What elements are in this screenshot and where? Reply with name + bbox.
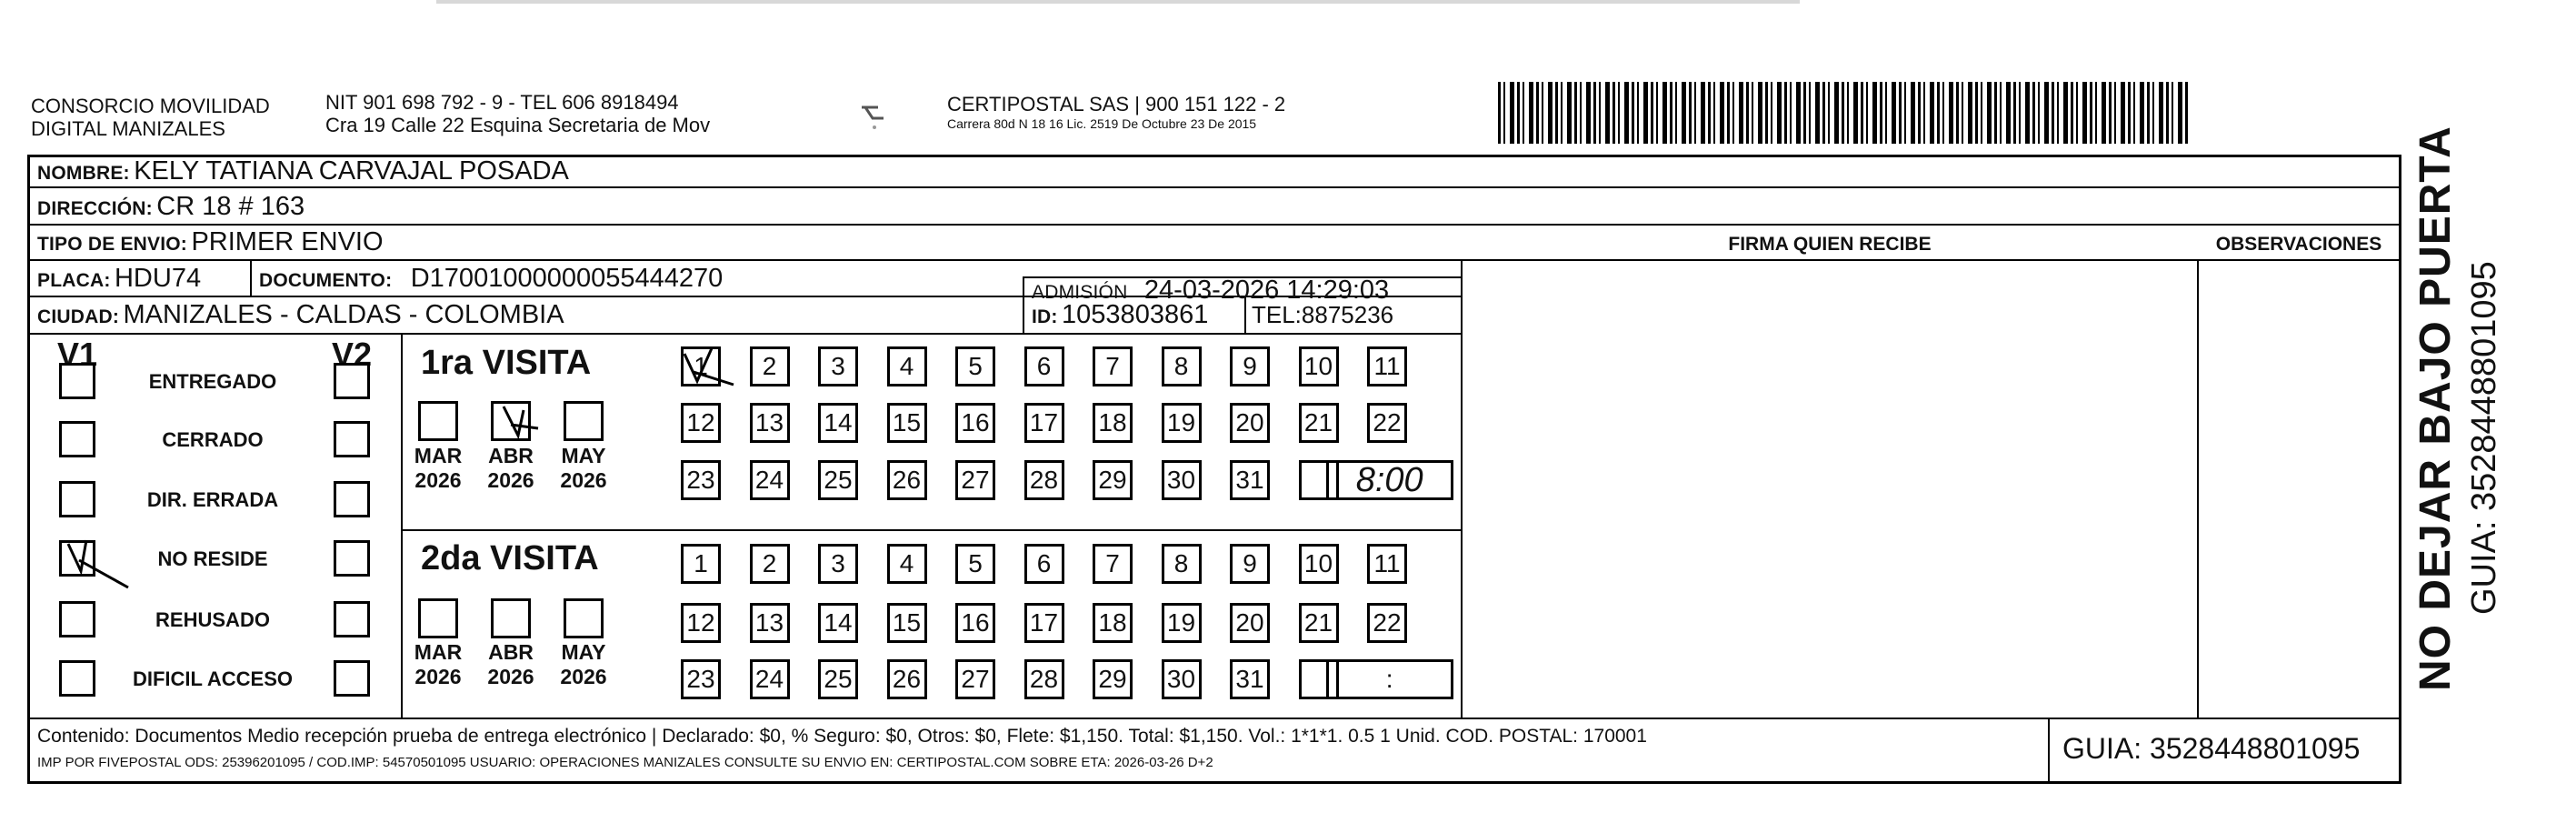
direccion-label: DIRECCIÓN: — [37, 198, 153, 219]
month-label — [484, 444, 538, 493]
company-name — [31, 95, 270, 140]
direccion-value: CR 18 # 163 — [156, 192, 305, 221]
day-checkbox[interactable]: 10 — [1299, 544, 1339, 584]
tipo-envio-row — [37, 227, 384, 261]
placa-cell — [37, 264, 201, 297]
side-guia: GUIA: 3528448801095 — [2465, 261, 2503, 615]
status-v2-checkbox[interactable] — [334, 363, 370, 399]
day-checkbox[interactable]: 13 — [750, 603, 790, 643]
observaciones-header: OBSERVACIONES — [2215, 234, 2382, 255]
day-checkbox[interactable]: 2 — [750, 544, 790, 584]
month-label — [556, 444, 611, 493]
day-checkbox[interactable]: 7 — [1093, 544, 1133, 584]
day-checkbox[interactable]: 25 — [818, 659, 858, 699]
day-checkbox[interactable]: 16 — [955, 603, 995, 643]
courier-line1: CERTIPOSTAL SAS | 900 151 122 - 2 — [947, 93, 1286, 115]
day-checkbox[interactable]: 29 — [1093, 460, 1133, 500]
month-checkbox[interactable] — [564, 598, 604, 638]
id-value: 1053803861 — [1062, 300, 1209, 329]
month-year: 2026 — [560, 665, 607, 688]
documento-cell — [259, 264, 723, 297]
month-checkbox[interactable] — [564, 401, 604, 441]
day-checkbox[interactable]: 20 — [1230, 403, 1270, 443]
day-checkbox[interactable]: 5 — [955, 346, 995, 386]
day-checkbox[interactable]: 14 — [818, 403, 858, 443]
day-checkbox[interactable]: 15 — [887, 603, 927, 643]
id-cell — [1032, 300, 1208, 334]
month-name: ABR — [488, 640, 534, 664]
ciudad-value: MANIZALES - CALDAS - COLOMBIA — [123, 300, 564, 329]
tel-label: TEL: — [1252, 301, 1302, 328]
nit-line: NIT 901 698 792 - 9 - TEL 606 8918494 — [325, 91, 679, 114]
day-checkbox[interactable]: 13 — [750, 403, 790, 443]
month-label — [411, 444, 465, 493]
nombre-value: KELY TATIANA CARVAJAL POSADA — [134, 156, 569, 186]
month-label — [484, 640, 538, 689]
firma-header: FIRMA QUIEN RECIBE — [1728, 234, 1932, 255]
ciudad-cell — [37, 300, 564, 334]
company-info — [325, 91, 710, 136]
day-checkbox[interactable]: 8 — [1162, 346, 1202, 386]
day-checkbox[interactable]: 6 — [1024, 346, 1064, 386]
imp-text: IMP POR FIVEPOSTAL ODS: 25396201095 / COD.IMP: 54570501095 USUARIO: OPERACIONES MANIZALES CONSULTE SU ENVIO EN: CERTIPOSTAL.COM SOBRE ETA: 2026-03-26 D+2 — [37, 755, 1213, 770]
status-v1-checkbox[interactable] — [59, 481, 95, 517]
day-checkbox[interactable]: 28 — [1024, 659, 1064, 699]
day-checkbox[interactable]: 21 — [1299, 603, 1339, 643]
day-checkbox[interactable]: 7 — [1093, 346, 1133, 386]
id-label: ID: — [1032, 306, 1058, 327]
company-line2: DIGITAL MANIZALES — [31, 117, 225, 140]
month-checkbox[interactable] — [418, 598, 458, 638]
status-v2-checkbox[interactable] — [334, 601, 370, 637]
day-checkbox[interactable]: 20 — [1230, 603, 1270, 643]
day-checkbox[interactable]: 27 — [955, 460, 995, 500]
status-v1-checkbox[interactable] — [59, 540, 95, 577]
shipping-label-form — [27, 155, 2401, 784]
month-year: 2026 — [560, 468, 607, 492]
contenido-text: Contenido: Documentos Medio recepción prueba de entrega electrónico | Declarado: $0, % Seguro: $0, Otros: $0, Flete: $1,150. Total: $1,150. Vol.: 1*1*1. 0.5 1 Unid. COD. POSTAL: 170001 — [37, 726, 1647, 747]
month-year: 2026 — [414, 468, 462, 492]
no-dejar-bajo-puerta: NO DEJAR BAJO PUERTA — [2411, 125, 2460, 691]
status-v1-checkbox[interactable] — [59, 363, 95, 399]
company-line1: CONSORCIO MOVILIDAD — [31, 95, 270, 117]
day-checkbox[interactable]: 11 — [1367, 544, 1407, 584]
day-checkbox[interactable]: 16 — [955, 403, 995, 443]
first-visit-title: 1ra VISITA — [421, 344, 592, 382]
day-checkbox[interactable]: 2 — [750, 346, 790, 386]
admision-value: 24-03-2026 14:29:03 — [1143, 276, 1390, 305]
v1-header: V1 — [57, 336, 98, 373]
month-name: MAR — [414, 444, 463, 467]
day-checkbox[interactable]: 28 — [1024, 460, 1064, 500]
certipostal-logo-icon — [856, 96, 893, 133]
admision-label: ADMISIÓN — [1032, 282, 1128, 303]
month-year: 2026 — [487, 468, 534, 492]
status-label: DIFICIL ACCESO — [132, 667, 293, 690]
status-v1-checkbox[interactable] — [59, 660, 95, 697]
status-v2-checkbox[interactable] — [334, 421, 370, 457]
courier-line2: Carrera 80d N 18 16 Lic. 2519 De Octubre 23 De 2015 — [947, 116, 1257, 131]
placa-label: PLACA: — [37, 270, 111, 291]
second-visit-title: 2da VISITA — [421, 539, 599, 577]
direccion-row — [37, 192, 305, 226]
status-label: DIR. ERRADA — [146, 488, 279, 511]
month-year: 2026 — [414, 665, 462, 688]
day-checkbox[interactable]: 3 — [818, 346, 858, 386]
day-checkbox[interactable]: 22 — [1367, 603, 1407, 643]
day-checkbox[interactable]: 10 — [1299, 346, 1339, 386]
status-v2-checkbox[interactable] — [334, 660, 370, 697]
status-label: CERRADO — [162, 428, 264, 451]
day-checkbox[interactable]: 8 — [1162, 544, 1202, 584]
status-label: ENTREGADO — [148, 370, 277, 393]
day-checkbox[interactable]: 4 — [887, 346, 927, 386]
documento-value: D17001000000055444270 — [410, 264, 724, 293]
day-checkbox[interactable]: 4 — [887, 544, 927, 584]
day-checkbox[interactable]: 12 — [681, 403, 721, 443]
day-checkbox[interactable]: 23 — [681, 659, 721, 699]
day-checkbox[interactable]: 24 — [750, 659, 790, 699]
status-label: NO RESIDE — [157, 547, 268, 570]
status-v2-checkbox[interactable] — [334, 540, 370, 577]
placa-value: HDU74 — [114, 264, 202, 293]
month-name: MAY — [561, 640, 606, 664]
scan-edge-streak — [436, 0, 1800, 4]
month-checkbox[interactable] — [491, 598, 531, 638]
day-checkbox[interactable]: 1 — [681, 544, 721, 584]
day-checkbox[interactable]: 27 — [955, 659, 995, 699]
day-checkbox[interactable]: 22 — [1367, 403, 1407, 443]
month-checkbox[interactable] — [491, 401, 531, 441]
month-year: 2026 — [487, 665, 534, 688]
day-checkbox[interactable]: 12 — [681, 603, 721, 643]
day-checkbox[interactable]: 26 — [887, 659, 927, 699]
day-checkbox[interactable]: 30 — [1162, 460, 1202, 500]
tipo-envio-value: PRIMER ENVIO — [191, 227, 384, 256]
month-name: ABR — [488, 444, 534, 467]
documento-label: DOCUMENTO: — [259, 270, 393, 291]
month-name: MAY — [561, 444, 606, 467]
guia-box: GUIA: 3528448801095 — [2062, 732, 2361, 765]
tel-value: 8875236 — [1301, 301, 1394, 328]
status-v1-checkbox[interactable] — [59, 421, 95, 457]
ciudad-label: CIUDAD: — [37, 306, 120, 327]
time-field[interactable]: 8:00 — [1326, 460, 1453, 500]
day-checkbox[interactable]: 18 — [1093, 403, 1133, 443]
month-label — [411, 640, 465, 689]
day-checkbox[interactable]: 23 — [681, 460, 721, 500]
status-v1-checkbox[interactable] — [59, 601, 95, 637]
day-checkbox[interactable]: 1 — [681, 346, 721, 386]
day-checkbox[interactable]: 17 — [1024, 603, 1064, 643]
day-checkbox[interactable]: 31 — [1230, 460, 1270, 500]
day-checkbox[interactable]: 21 — [1299, 403, 1339, 443]
day-checkbox[interactable]: 6 — [1024, 544, 1064, 584]
day-checkbox[interactable]: 19 — [1162, 603, 1202, 643]
day-checkbox[interactable]: 5 — [955, 544, 995, 584]
day-checkbox[interactable]: 18 — [1093, 603, 1133, 643]
day-checkbox[interactable]: 17 — [1024, 403, 1064, 443]
day-checkbox[interactable]: 31 — [1230, 659, 1270, 699]
time-field[interactable]: : — [1326, 659, 1453, 699]
status-v2-checkbox[interactable] — [334, 481, 370, 517]
month-name: MAR — [414, 640, 463, 664]
day-checkbox[interactable]: 9 — [1230, 544, 1270, 584]
tipo-envio-label: TIPO DE ENVIO: — [37, 234, 187, 255]
nombre-label: NOMBRE: — [37, 163, 130, 184]
barcode-icon — [1498, 82, 2189, 144]
day-checkbox[interactable]: 24 — [750, 460, 790, 500]
day-checkbox[interactable]: 14 — [818, 603, 858, 643]
month-checkbox[interactable] — [418, 401, 458, 441]
day-checkbox[interactable]: 3 — [818, 544, 858, 584]
day-checkbox[interactable]: 9 — [1230, 346, 1270, 386]
day-checkbox[interactable]: 30 — [1162, 659, 1202, 699]
courier-info — [947, 93, 1285, 132]
day-checkbox[interactable]: 19 — [1162, 403, 1202, 443]
month-label — [556, 640, 611, 689]
day-checkbox[interactable]: 29 — [1093, 659, 1133, 699]
day-checkbox[interactable]: 11 — [1367, 346, 1407, 386]
nombre-row — [37, 156, 569, 190]
v2-header: V2 — [332, 336, 373, 373]
day-checkbox[interactable]: 26 — [887, 460, 927, 500]
status-label: REHUSADO — [155, 608, 270, 631]
address-line: Cra 19 Calle 22 Esquina Secretaria de Mov — [325, 114, 711, 136]
day-checkbox[interactable]: 25 — [818, 460, 858, 500]
day-checkbox[interactable]: 15 — [887, 403, 927, 443]
tel-cell — [1252, 300, 1393, 334]
